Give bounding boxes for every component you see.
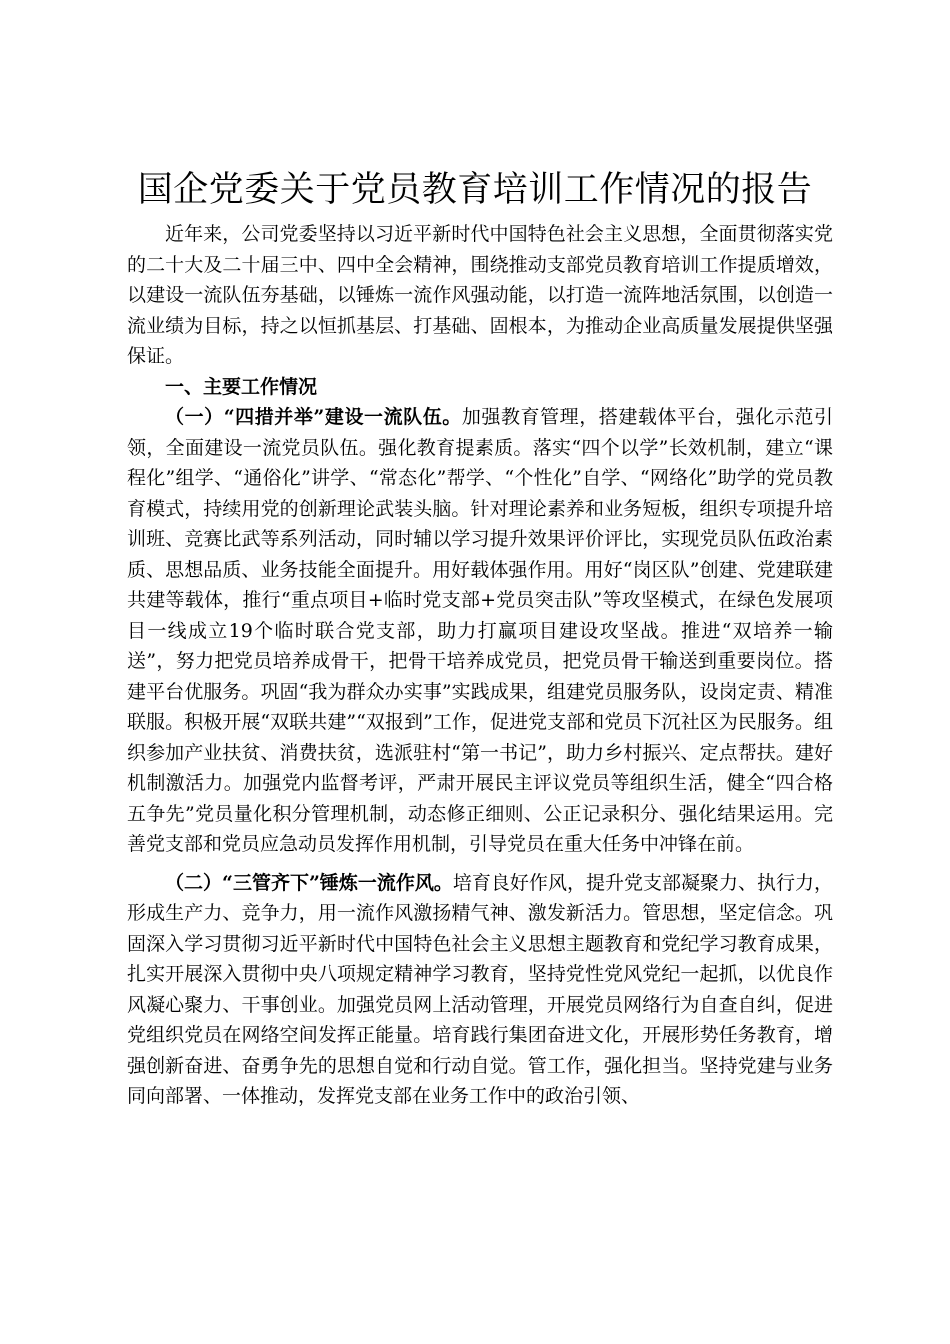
item1-body: 加强教育管理，搭建载体平台，强化示范引领，全面建设一流党员队伍。强化教育提素质。落实“四个以学”长效机制，建立“课程化”组学、“通俗化”讲学、“常态化”帮学、“个性化”自学、“网络化”助学的党员教育模式，持续用党的创新理论武装头脑。针对理论素养和业务短板，组织专项提升培训班、竞赛比武等系列活动，同时辅以学习提升效果评价评比，实现党员队伍政治素质、思想品质、业务技能全面提升。用好载体强作用。用好“岗区队”创建、党建联建共建等载体，推行“重点项目+临时党支部+党员突击队”等攻坚模式，在绿色发展项目一线成立19个临时联合党支部，助力打赢项目建设攻坚战。推进“双培养一输送”，努力把党员培养成骨干，把骨干培养成党员，把党员骨干输送到重要岗位。搭建平台优服务。巩固“我为群众办实事”实践成果，组建党员服务队，设岗定责、精准联服。积极开展“双联共建”“双报到”工作，促进党支部和党员下沉社区为民服务。组织参加产业扶贫、消费扶贫，选派驻村“第一书记”，助力乡村振兴、定点帮扶。建好机制激活力。加强党内监督考评，严肃开展民主评议党员等组织生活，健全“四合格五争先”党员量化积分管理机制，动态修正细则、公正记录积分、强化结果运用。完善党支部和党员应急动员发挥作用机制，引导党员在重大任务中冲锋在前。 (127, 406, 833, 855)
item2-body: 培育良好作风，提升党支部凝聚力、执行力，形成生产力、竞争力，用一流作风激扬精气神、激发新活力。管思想，坚定信念。巩固深入学习贯彻习近平新时代中国特色社会主义思想主题教育和党纪学习教育成果，扎实开展深入贯彻中央八项规定精神学习教育，坚持党性党风党纪一起抓，以优良作风凝心聚力、干事创业。加强党员网上活动管理，开展党员网络行为自查自纠，促进党组织党员在网络空间发挥正能量。培育践行集团奋进文化，开展形势任务教育，增强创新奋进、奋勇争先的思想自觉和行动自觉。管工作，强化担当。坚持党建与业务同向部署、一体推动，发挥党支部在业务工作中的政治引领、 (127, 871, 833, 1107)
section-heading: 一、主要工作情况 (165, 375, 318, 398)
item1-paragraph (127, 402, 833, 860)
document-title: 国企党委关于党员教育培训工作情况的报告 (137, 170, 813, 210)
item2-paragraph (127, 868, 833, 1112)
item2-lead: （二）“三管齐下”锤炼一流作风。 (165, 871, 453, 894)
item1-lead: （一）“四措并举”建设一流队伍。 (165, 406, 462, 428)
document-body (127, 219, 833, 1112)
intro-paragraph: 近年来，公司党委坚持以习近平新时代中国特色社会主义思想，全面贯彻落实党的二十大及二十届三中、四中全会精神，围绕推动支部党员教育培训工作提质增效，以建设一流队伍夯基础，以锤炼一流作风强动能，以打造一流阵地活氛围，以创造一流业绩为目标，持之以恒抓基层、打基础、固根本，为推动企业高质量发展提供坚强保证。 (127, 223, 833, 367)
